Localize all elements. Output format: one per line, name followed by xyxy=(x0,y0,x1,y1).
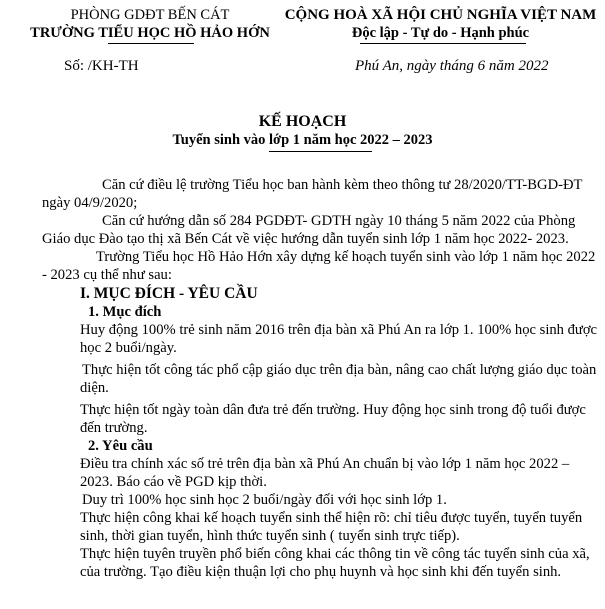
document-body xyxy=(42,176,602,581)
document-number: Số: /KH-TH xyxy=(64,58,139,74)
paragraph: Thực hiện tuyên truyền phổ biến công khai các thông tin về công tác tuyển sinh của xã, của trường. Tạo điều kiện thuận lợi cho phụ huynh và học sinh khi đến tuyển sinh. xyxy=(80,546,590,580)
paragraph: Căn cứ hướng dẫn số 284 PGDĐT- GDTH ngày 10 tháng 5 năm 2022 của Phòng Giáo dục Đào tạo thị xã Bến Cát về việc hướng dẫn tuyển sinh lớp 1 năm học 2022- 2023. xyxy=(42,213,576,247)
section-heading: I. MỤC ĐÍCH - YÊU CẦU xyxy=(80,285,258,302)
paragraph: Thực hiện tốt công tác phổ cập giáo dục trên địa bàn, nâng cao chất lượng giáo dục toàn diện. xyxy=(80,362,597,396)
paragraph: Trường Tiểu học Hồ Hảo Hớn xây dựng kế hoạch tuyển sinh vào lớp 1 năm học 2022 - 2023 cụ thể như sau: xyxy=(42,249,596,283)
school-name: TRƯỜNG TIỂU HỌC HỒ HẢO HỚN xyxy=(30,25,270,41)
subsection-heading: 2. Yêu cầu xyxy=(88,438,153,454)
document-date: Phú An, ngày tháng 6 năm 2022 xyxy=(355,58,549,74)
national-motto: Độc lập - Tự do - Hạnh phúc xyxy=(351,25,530,41)
issuer-underline xyxy=(108,43,194,44)
issuer-block xyxy=(0,6,300,42)
country-name: CỘNG HOÀ XÃ HỘI CHỦ NGHĨA VIỆT NAM xyxy=(284,7,597,23)
paragraph: Huy động 100% trẻ sinh năm 2016 trên địa bàn xã Phú An ra lớp 1. 100% học sinh được học 2 buổi/ngày. xyxy=(80,322,598,356)
paragraph: Điều tra chính xác số trẻ trên địa bàn xã Phú An chuẩn bị vào lớp 1 năm học 2022 – 2023. Báo cáo về PGD kịp thời. xyxy=(80,456,570,490)
paragraph: Duy trì 100% học sinh học 2 buổi/ngày đối với học sinh lớp 1. xyxy=(82,492,447,508)
paragraph: Thực hiện công khai kế hoạch tuyển sinh thể hiện rõ: chỉ tiêu được tuyển, tuyển tuyển sinh, thời gian tuyển, hình thức tuyển sinh ( tuyển sinh trực tiếp). xyxy=(80,510,583,544)
subsection-heading: 1. Mục đích xyxy=(88,304,162,320)
paragraph: Căn cứ điều lệ trường Tiểu học ban hành kèm theo thông tư 28/2020/TT-BGD-ĐT ngày 04/9/2020; xyxy=(42,177,583,211)
department-name: PHÒNG GDĐT BẾN CÁT xyxy=(70,7,230,23)
national-header xyxy=(276,6,605,42)
paragraph: Thực hiện tốt ngày toàn dân đưa trẻ đến trường. Huy động học sinh trong độ tuổi được đến trường. xyxy=(80,402,586,436)
motto-underline xyxy=(360,43,526,44)
subtitle-underline xyxy=(269,151,372,152)
document-subtitle: Tuyển sinh vào lớp 1 năm học 2022 – 2023 xyxy=(172,132,433,148)
document-title: KẾ HOẠCH xyxy=(258,113,347,130)
